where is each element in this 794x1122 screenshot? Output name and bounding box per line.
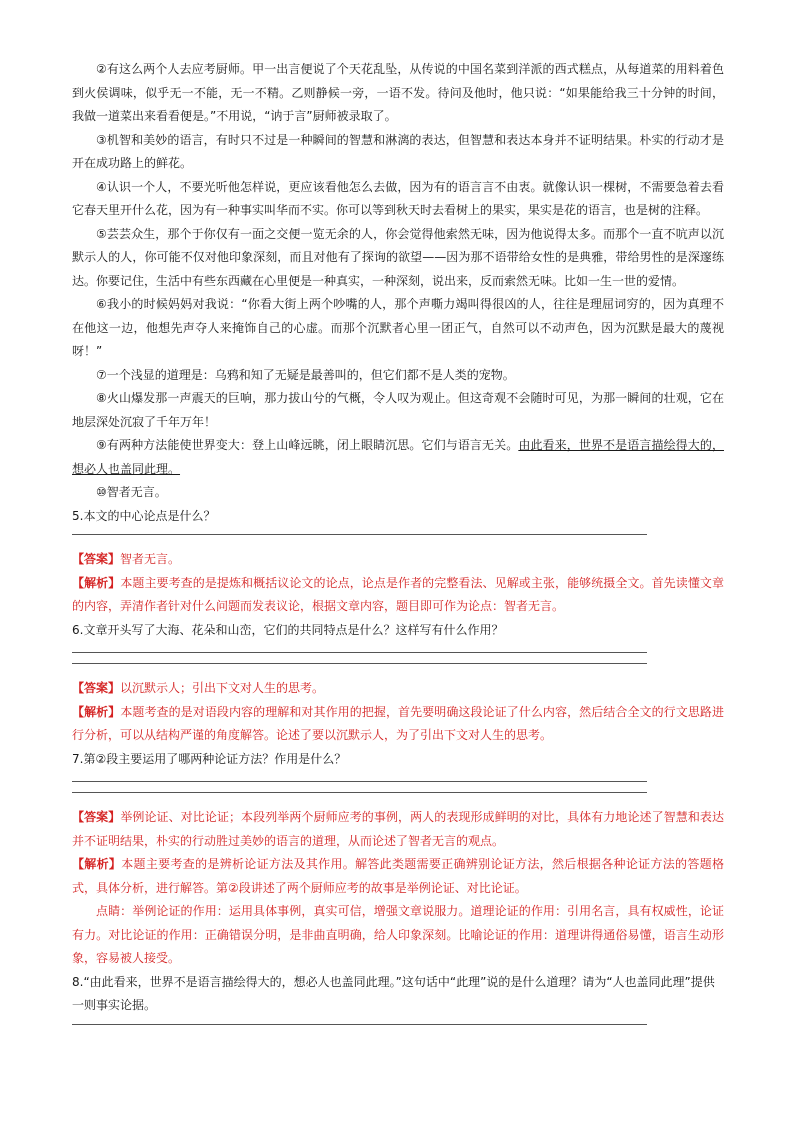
analysis-tag: 【解析】 xyxy=(72,857,122,871)
answer-line xyxy=(72,534,647,535)
passage-paragraph-10: ⑩智者无言。 xyxy=(96,485,167,499)
document-page xyxy=(72,58,724,1038)
q5-answer: 【答案】智者无言。 xyxy=(72,552,181,566)
question-7: 7.第②段主要运用了哪两种论证方法？作用是什么？ xyxy=(72,751,347,766)
answer-line xyxy=(72,652,647,653)
question-6: 6.文章开头写了大海、花朵和山峦，它们的共同特点是什么？这样写有什么作用？ xyxy=(72,622,504,637)
passage-paragraph-2: ②有这么两个人去应考厨师。甲一出言便说了个天花乱坠，从传说的中国名菜到洋派的西式糕点，从每道菜的用料着色到火侯调味，似乎无一不能，无一不精。乙则静候一旁，一语不发。待问及他时，他只说：“如果能给我三十分钟的时间，我做一道菜出来看看便是。”不用说，“讷于言”厨师被录取了。 xyxy=(72,62,724,123)
analysis-tag: 【解析】 xyxy=(72,575,121,590)
answer-line xyxy=(72,1024,647,1025)
paragraph-9-text: ⑨有两种方法能使世界变大：登上山峰远眺，闭上眼睛沉思。它们与语言无关。 xyxy=(96,438,519,452)
question-8: 8.“由此看来，世界不是语言描绘得大的，想必人也盖同此理。”这句话中“此理”说的是什么道理？请为“人也盖同此理”提供一则事实论据。 xyxy=(72,974,715,1012)
q5-analysis: 【解析】本题主要考查的是提炼和概括议论文的论点，论点是作者的完整看法、见解或主张，能够统摄全文。首先读懂文章的内容，弄清作者针对什么问题而发表议论，根据文章内容，题目即可作为论点：智者无言。 xyxy=(72,575,724,613)
passage-paragraph-5: ⑤芸芸众生，那个于你仅有一面之交便一览无余的人，你会觉得他索然无味，因为他说得太多。而那个一直不吭声以沉默示人的人，你可能不仅对他印象深刻，而且对他有了探询的欲望——因为那不语带给女性的是典雅，带给男性的是深邃练达。你要记住，生活中有些东西藏在心里便是一种真实，一种深刻，说出来，反而索然无味。比如一生一世的爱情。 xyxy=(72,226,724,288)
passage-paragraph-8: ⑧火山爆发那一声震天的巨响，那力拔山兮的气概，令人叹为观止。但这奇观不会随时可见，为那一瞬间的壮观，它在地层深处沉寂了千年万年！ xyxy=(72,391,724,429)
answer-tag: 【答案】 xyxy=(72,552,121,566)
analysis-tag: 【解析】 xyxy=(72,704,121,719)
answer-line xyxy=(72,792,647,793)
q6-analysis: 【解析】本题考查的是对语段内容的理解和对其作用的把握，首先要明确这段论证了什么内容，然后结合全文的行文思路进行分析，可以从结构严谨的角度解答。论述了要以沉默示人，为了引出下文对人生的思考。 xyxy=(72,704,724,742)
passage-paragraph-7: ⑦一个浅显的道理是：乌鸦和知了无疑是最善叫的，但它们都不是人类的宠物。 xyxy=(96,367,515,382)
passage-paragraph-9 xyxy=(72,434,724,481)
answer-tag: 【答案】 xyxy=(72,810,121,824)
q7-answer: 【答案】举例论证、对比论证；本段列举两个厨师应考的事例，两人的表现形成鲜明的对比，具体有力地论述了智慧和表达并不证明结果，朴实的行动胜过美妙的语言的道理，从而论述了智者无言的观点。 xyxy=(72,810,724,848)
passage-paragraph-3: ③机智和美妙的语言，有时只不过是一种瞬间的智慧和淋漓的表达，但智慧和表达本身并不证明结果。朴实的行动才是开在成功路上的鲜花。 xyxy=(72,132,724,170)
underlined-sentence: 由此看来，世界不是语言描绘得大的，想必人也盖同此理。 xyxy=(72,438,724,476)
q7-note: 点睛：举例论证的作用：运用具体事例，真实可信，增强文章说服力。道理论证的作用：引用名言，具有权威性，论证有力。对比论证的作用：正确错误分明，是非曲直明确，给人印象深刻。比喻论证的作用：道理讲得通俗易懂，语言生动形象，容易被人接受。 xyxy=(72,904,724,965)
question-5: 5.本文的中心论点是什么？ xyxy=(72,508,216,523)
q7-analysis: 【解析】本题主要考查的是辨析论证方法及其作用。解答此类题需要正确辨别论证方法，然后根据各种论证方法的答题格式，具体分析，进行解答。第②段讲述了两个厨师应考的故事是举例论证、对比论证。 xyxy=(72,857,724,895)
passage-paragraph-6: ⑥我小的时候妈妈对我说：“你看大街上两个吵嘴的人，那个声嘶力竭叫得很凶的人，往往是理屈词穷的，因为真理不在他这一边，他想先声夺人来掩饰自己的心虚。而那个沉默者心里一团正气，自然可以不动声色，因为沉默是最大的蔑视呀！” xyxy=(72,297,724,358)
answer-line xyxy=(72,663,647,664)
q6-answer: 【答案】以沉默示人；引出下文对人生的思考。 xyxy=(72,681,325,695)
passage-paragraph-4: ④认识一个人，不要光听他怎样说，更应该看他怎么去做，因为有的语言言不由衷。就像认识一棵树，不需要急着去看它春天里开什么花，因为有一种事实叫华而不实。你可以等到秋天时去看树上的果实，果实是花的语言，也是树的注释。 xyxy=(72,179,724,217)
answer-tag: 【答案】 xyxy=(72,681,121,695)
answer-line xyxy=(72,781,647,782)
